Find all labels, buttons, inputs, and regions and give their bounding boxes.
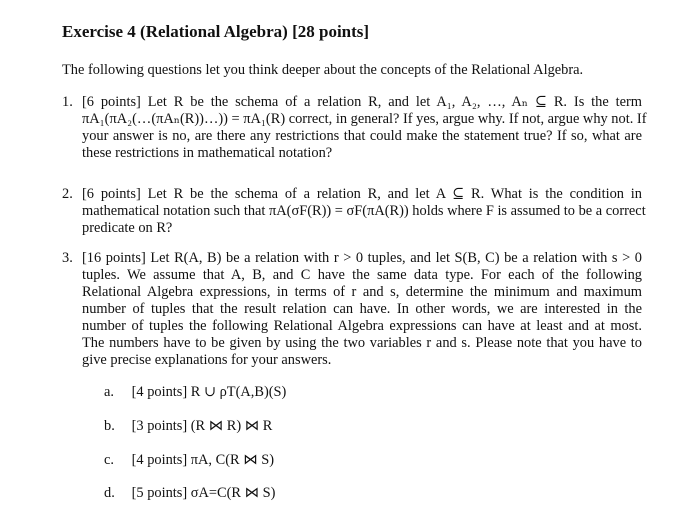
subquestion-text: [5 points] σA=C(R ⋈ S) — [131, 485, 276, 501]
exercise-intro: The following questions let you think deeper about the concepts of the Relational Algebra. — [62, 62, 584, 78]
question-1 — [62, 94, 647, 162]
subquestion-text: [4 points] πA, C(R ⋈ S) — [131, 452, 274, 468]
question-line: number of tuples the following Relational Algebra expressions can have at least and at most. — [82, 318, 642, 334]
question-line: πA₁(πA₂(…(πAₙ(R))…)) = πA₁(R) correct, in general? If yes, argue why. If not, argue why not. If — [82, 111, 647, 127]
question-line: mathematical notation such that πA(σF(R)) = σF(πA(R)) holds where F is assumed to be a correct — [82, 203, 646, 219]
question-line: The numbers have to be given by using the two variables r and s. Please note that you have to — [82, 335, 642, 351]
subquestion-label: c. — [104, 452, 114, 468]
subquestion-b — [104, 418, 272, 435]
question-text — [82, 250, 642, 369]
question-line: number of tuples that the result relation can have. In other words, we are interested in the — [82, 301, 642, 317]
question-line: these restrictions in mathematical notation? — [82, 145, 333, 161]
subquestion-label: b. — [104, 418, 115, 434]
question-text — [82, 186, 646, 237]
subquestion-c — [104, 452, 274, 469]
question-3 — [62, 250, 642, 369]
subquestion-text: [4 points] R ∪ ρT(A,B)(S) — [131, 384, 287, 400]
subquestion-label: d. — [104, 485, 115, 501]
question-line: give precise explanations for your answers. — [82, 352, 332, 368]
question-number: 2. — [62, 186, 73, 202]
subquestion-label: a. — [104, 384, 114, 400]
question-number: 1. — [62, 94, 73, 110]
question-line: [16 points] Let R(A, B) be a relation with r > 0 tuples, and let S(B, C) be a relation with s > 0 — [82, 250, 642, 266]
subquestion-a — [104, 384, 286, 401]
question-line: predicate on R? — [82, 220, 173, 236]
subquestion-d — [104, 485, 275, 502]
subquestion-text: [3 points] (R ⋈ R) ⋈ R — [131, 418, 273, 434]
question-line: [6 points] Let R be the schema of a relation R, and let A ⊆ R. What is the condition in — [82, 186, 642, 202]
question-line: your answer is no, are there any restrictions that could make the statement true? If so, what are — [82, 128, 642, 144]
question-line: [6 points] Let R be the schema of a relation R, and let A₁, A₂, …, Aₙ ⊆ R. Is the term — [82, 94, 642, 110]
question-line: Relational Algebra expressions, in terms of r and s, determine the minimum and maximum — [82, 284, 642, 300]
question-number: 3. — [62, 250, 73, 266]
question-text — [82, 94, 647, 162]
question-line: tuples. We assume that A, B, and C have the same data type. For each of the following — [82, 267, 642, 283]
exercise-title: Exercise 4 (Relational Algebra) [28 points] — [62, 22, 370, 41]
question-2 — [62, 186, 646, 237]
